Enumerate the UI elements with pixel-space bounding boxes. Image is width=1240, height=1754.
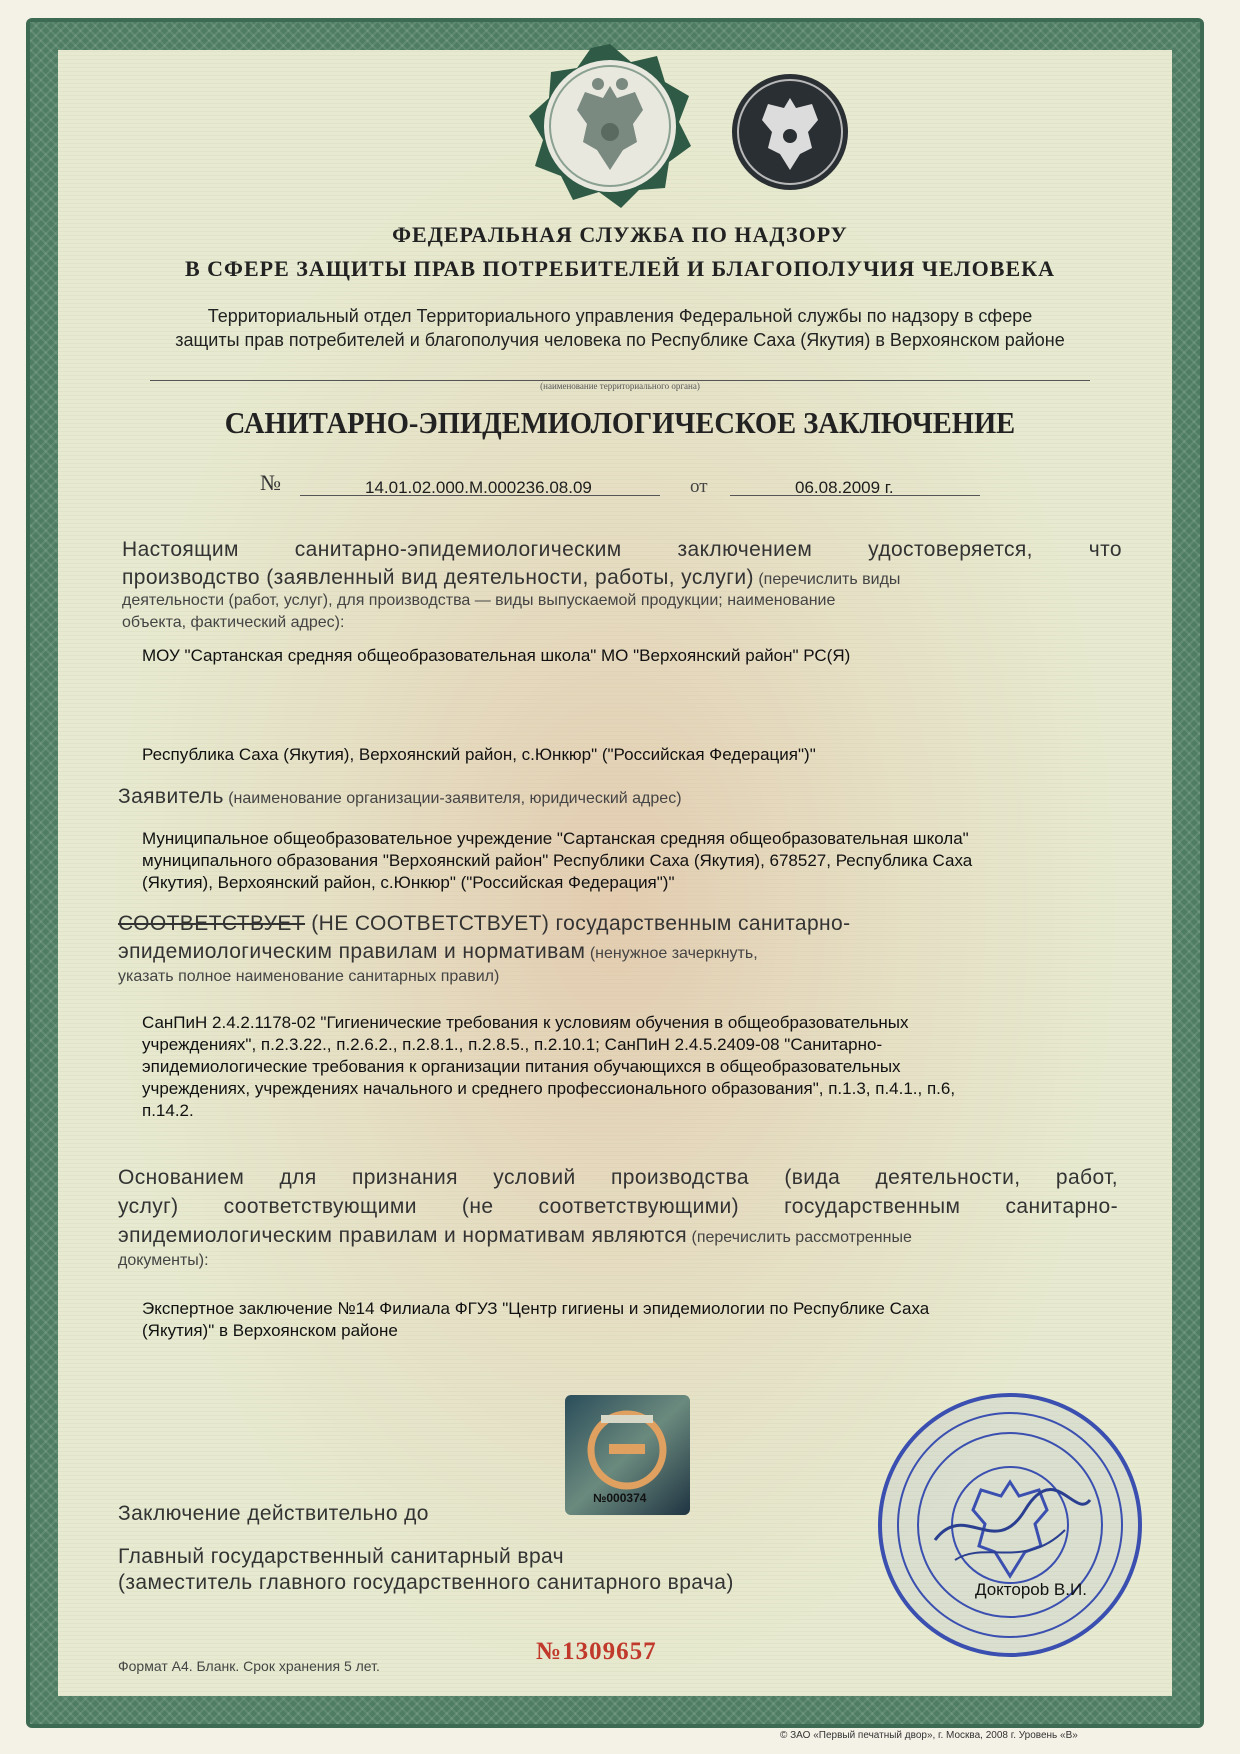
format-note: Формат А4. Бланк. Срок хранения 5 лет. [118, 1658, 380, 1674]
blank-serial-number: №1309657 [536, 1638, 657, 1665]
hologram-sticker [565, 1395, 690, 1515]
signatory-title-line-1: Главный государственный санитарный врач [118, 1545, 564, 1568]
rules-line-5: п.14.2. [142, 1101, 194, 1120]
signatory-name: Доктороb В.И. [975, 1580, 1087, 1599]
compliance-struck: СООТВЕТСТВУЕТ [118, 912, 306, 935]
territorial-body-line-1: Территориальный отдел Территориального управления Федеральной службы по надзору в сфере [207, 306, 1033, 326]
object-name: МОУ "Сартанская средняя общеобразовательная школа" МО "Верхоянский район" РС(Я) [142, 646, 851, 665]
basis-note: (перечислить рассмотренные [687, 1229, 912, 1246]
rules-line-4: учреждениях, учреждениях начального и среднего профессионального образования", п.1.3, п.4.1., п.6, [142, 1079, 956, 1098]
validity-label: Заключение действительно до [118, 1502, 429, 1525]
intro-line-4: объекта, фактический адрес): [122, 614, 345, 631]
hologram-code: №000374 [593, 1491, 647, 1505]
rules-line-2: учреждениях", п.2.3.22., п.2.6.2., п.2.8.1., п.2.8.5., п.2.10.1; СанПиН 2.4.5.2409-08 "Санитарно- [142, 1035, 883, 1054]
certificate-date: 06.08.2009 г. [795, 478, 894, 497]
date-label: от [690, 476, 708, 497]
basis-line-3 [118, 1224, 1128, 1248]
applicant-heading [118, 785, 1118, 809]
official-stamp [875, 1390, 1145, 1660]
signatory-title-line-2: (заместитель главного государственного санитарного врача) [118, 1571, 734, 1594]
intro-line-3: деятельности (работ, услуг), для производства — виды выпускаемой продукции; наименование [122, 592, 836, 609]
compliance-main: эпидемиологическим правилам и нормативам [118, 940, 586, 963]
applicant-line-2: муниципального образования "Верхоянский район" Республики Саха (Якутия), 678527, Республика Саха [142, 851, 973, 870]
eagle-seal-icon [730, 72, 850, 192]
compliance-line-2 [118, 940, 1128, 964]
intro-line-1: Настоящим санитарно-эпидемиологическим заключением удостоверяется, что [122, 538, 1122, 561]
coat-of-arms-emblem [525, 40, 695, 210]
document-title: САНИТАРНО-ЭПИДЕМИОЛОГИЧЕСКОЕ ЗАКЛЮЧЕНИЕ [224, 405, 1016, 440]
printer-note: © ЗАО «Первый печатный двор», г. Москва, 2008 г. Уровень «В» [780, 1730, 1078, 1741]
basis-line-1: Основанием для признания условий производства (вида деятельности, работ, [118, 1166, 1118, 1189]
compliance-line-3: указать полное наименование санитарных правил) [118, 968, 500, 985]
header-line-2: В СФЕРЕ ЗАЩИТЫ ПРАВ ПОТРЕБИТЕЛЕЙ И БЛАГОПОЛУЧИЯ ЧЕЛОВЕКА [185, 256, 1055, 281]
intro-line-2-main: производство (заявленный вид деятельности, работы, услуги) [122, 566, 754, 589]
compliance-rest: (НЕ СООТВЕТСТВУЕТ) государственным санитарно- [305, 912, 851, 935]
number-label: № [260, 470, 281, 495]
rules-line-3: эпидемиологические требования к организации питания обучающихся в общеобразовательных [142, 1057, 901, 1076]
applicant-label: Заявитель [118, 785, 224, 808]
certificate-number: 14.01.02.000.М.000236.08.09 [365, 478, 592, 497]
header-line-1: ФЕДЕРАЛЬНАЯ СЛУЖБА ПО НАДЗОРУ [392, 222, 848, 247]
compliance-line-1 [118, 912, 1128, 936]
applicant-note: (наименование организации-заявителя, юридический адрес) [223, 790, 682, 807]
documents-line-2: (Якутия)" в Верхоянском районе [142, 1321, 398, 1340]
basis-line-4: документы): [118, 1252, 209, 1269]
basis-main: эпидемиологическим правилам и нормативам являются [118, 1224, 688, 1247]
intro-line-2 [122, 566, 1122, 590]
basis-line-2: услуг) соответствующими (не соответствующими) государственным санитарно- [118, 1195, 1118, 1218]
territorial-body-caption: (наименование территориального органа) [540, 381, 700, 391]
territorial-body-line-2: защиты прав потребителей и благополучия человека по Республике Саха (Якутия) в Верхоянском районе [175, 330, 1065, 350]
applicant-line-1: Муниципальное общеобразовательное учреждение "Сартанская средняя общеобразовательная школа" [142, 829, 969, 848]
documents-line-1: Экспертное заключение №14 Филиала ФГУЗ "Центр гигиены и эпидемиологии по Республике Саха [142, 1299, 930, 1318]
object-address: Республика Саха (Якутия), Верхоянский район, с.Юнкюр" ("Российская Федерация")" [142, 745, 816, 764]
rules-line-1: СанПиН 2.4.2.1178-02 "Гигиенические требования к условиям обучения в общеобразовательных [142, 1013, 909, 1032]
compliance-note: (ненужное зачеркнуть, [585, 945, 758, 962]
intro-line-2-note: (перечислить виды [753, 571, 901, 588]
applicant-line-3: (Якутия), Верхоянский район, с.Юнкюр" ("Российская Федерация")" [142, 873, 675, 892]
